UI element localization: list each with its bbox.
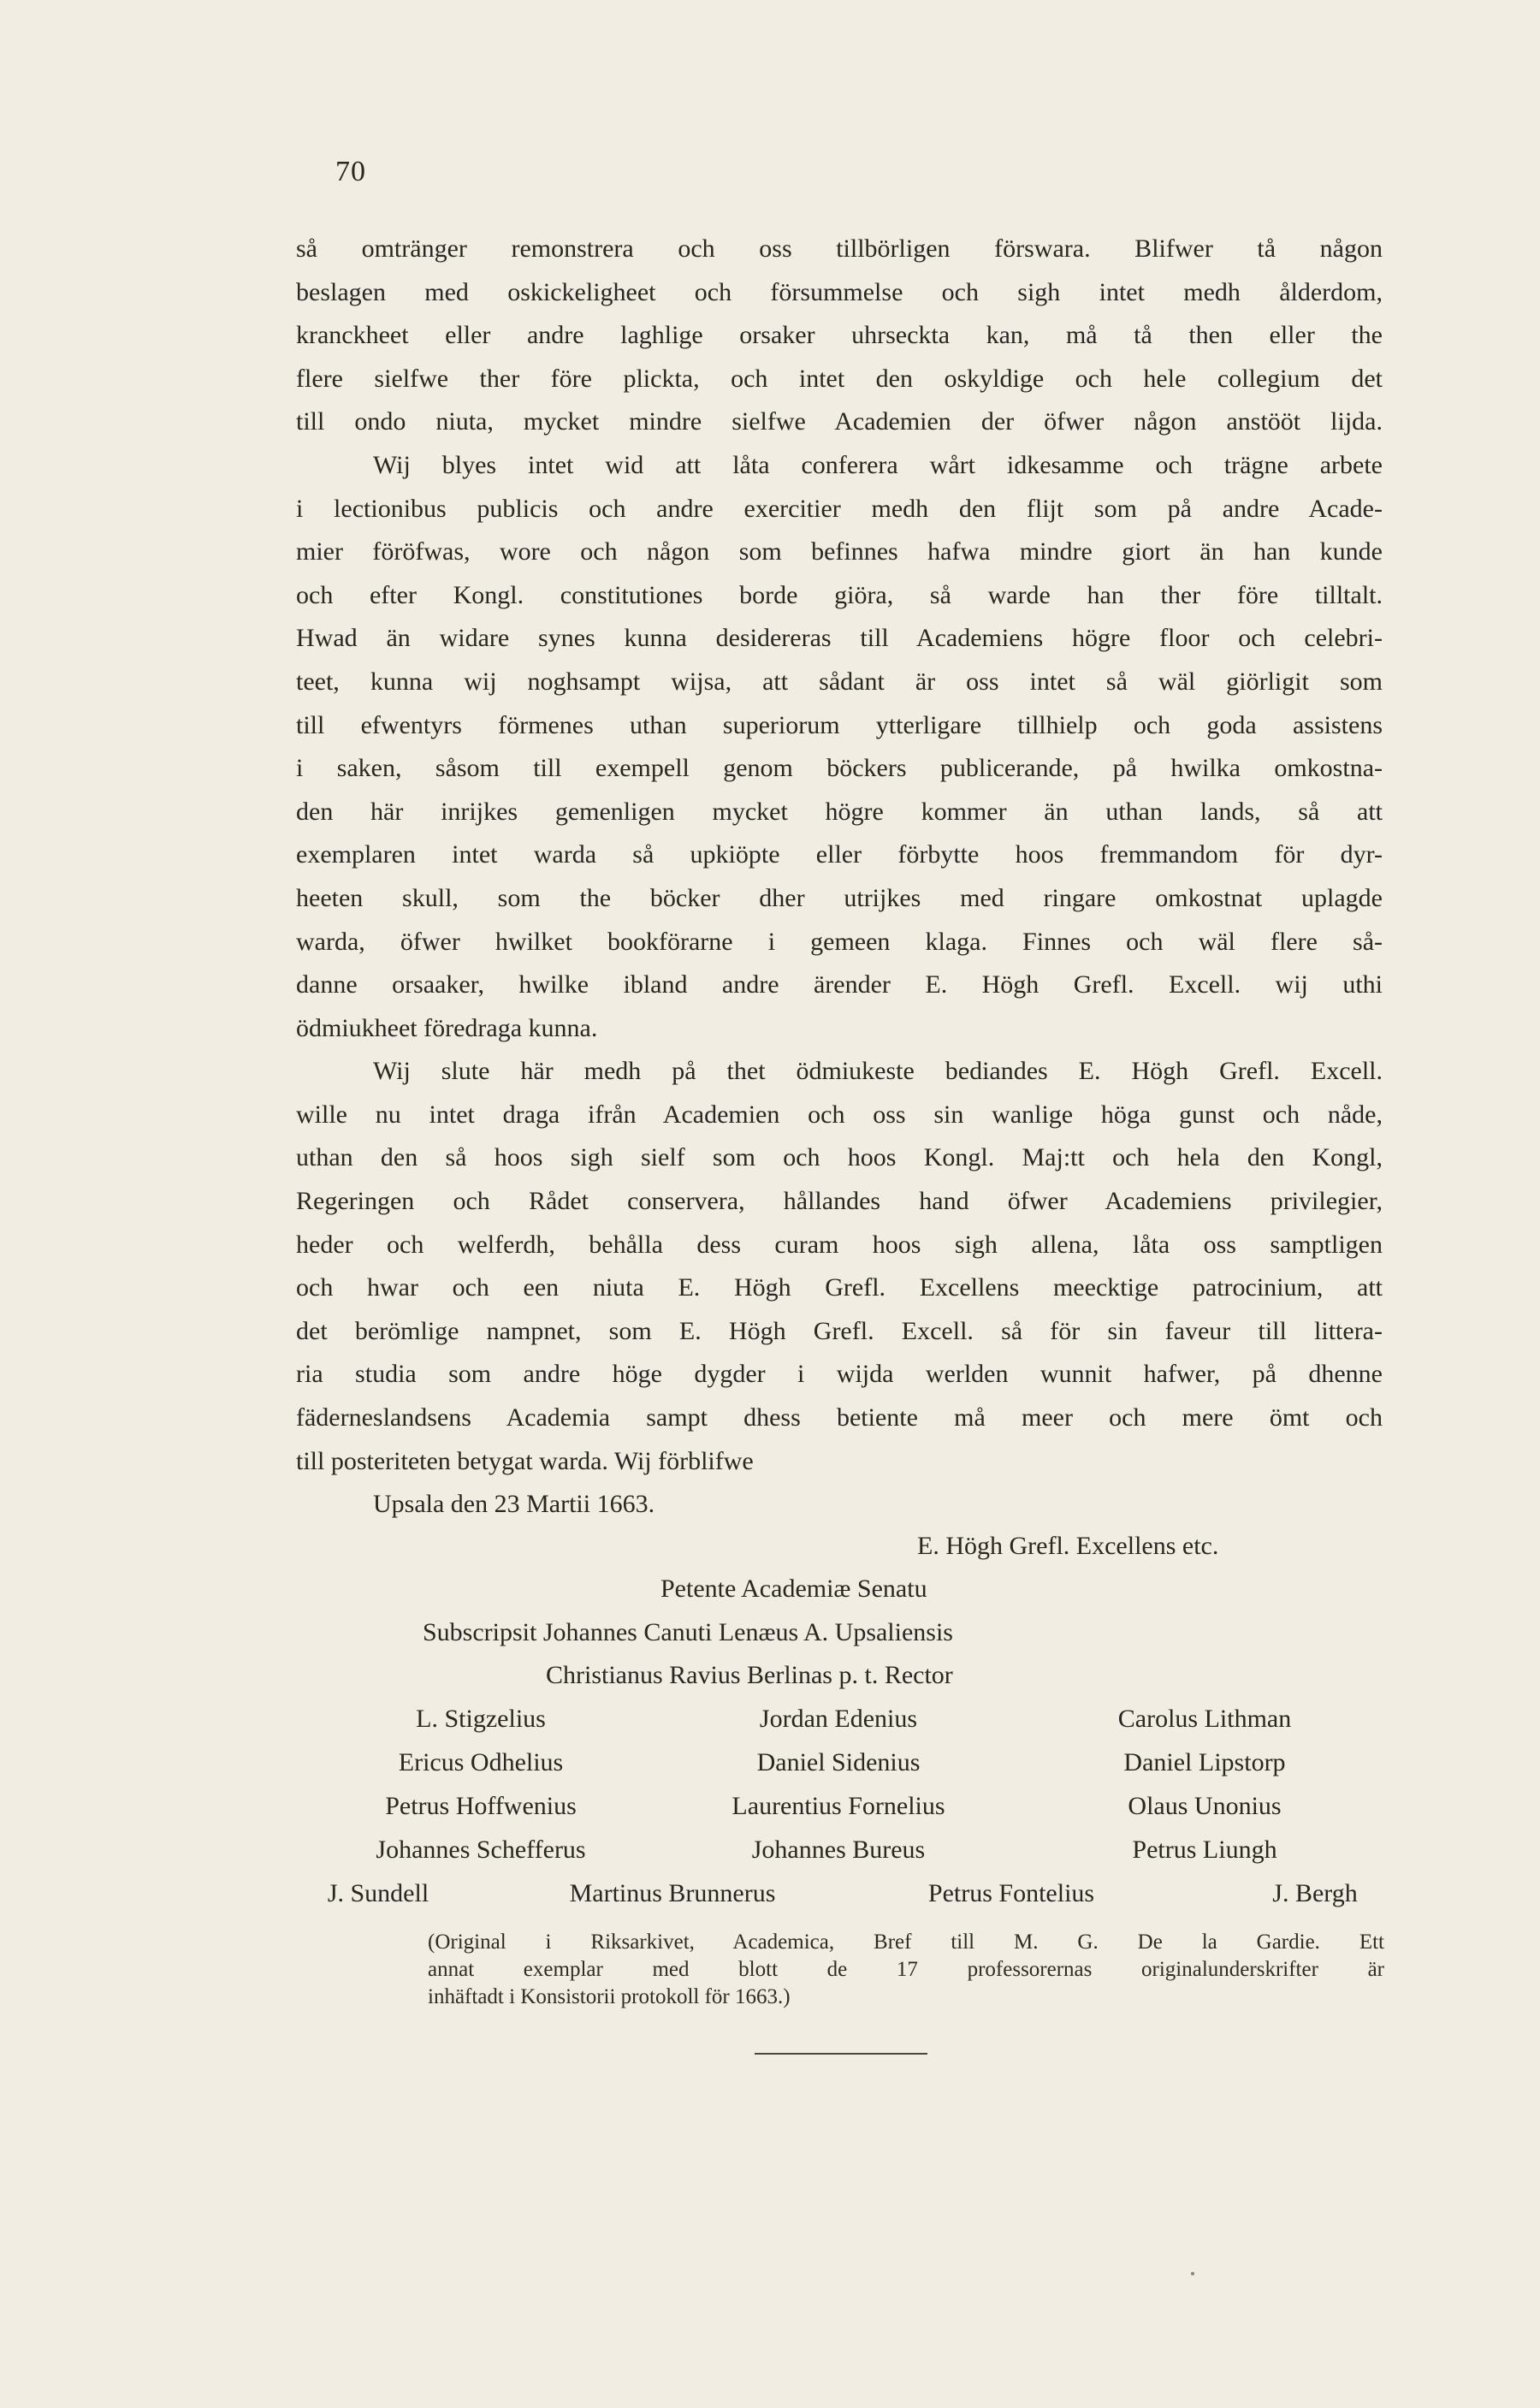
text-line: och hwar och een niuta E. Högh Grefl. Excellens meecktige patrocinium, att bbox=[296, 1273, 1383, 1302]
signatory-name: Daniel Sidenius bbox=[756, 1748, 921, 1776]
paragraph-3 bbox=[296, 1050, 1383, 1483]
subscripsit-line: Subscripsit Johannes Canuti Lenæus A. Upsaliensis bbox=[423, 1618, 953, 1646]
signatory-row bbox=[296, 1789, 1383, 1833]
text-line: i saken, såsom till exempell genom böckers publicerande, på hwilka omkostna- bbox=[296, 754, 1383, 783]
text-line: exemplaren intet warda så upkiöpte eller förbytte hoos fremmandom för dyr- bbox=[296, 840, 1383, 869]
signatory-name: Martinus Brunnerus bbox=[569, 1879, 776, 1907]
text-line: Regeringen och Rådet conservera, hållandes hand öfwer Academiens privilegier, bbox=[296, 1187, 1383, 1216]
footnote-line: inhäftadt i Konsistorii protokoll för 1663.) bbox=[428, 1985, 791, 2008]
signatory-name: Petrus Hoffwenius bbox=[385, 1792, 577, 1820]
text-line: till posteriteten betygat warda. Wij förblifwe bbox=[296, 1446, 754, 1475]
signatory-row bbox=[296, 1833, 1383, 1877]
text-line: till ondo niuta, mycket mindre sielfwe Academien der öfwer någon anstööt lijda. bbox=[296, 407, 1383, 436]
signatory-name: Ericus Odhelius bbox=[398, 1748, 564, 1776]
text-line: den här inrijkes gemenligen mycket högre kommer än uthan lands, så att bbox=[296, 797, 1383, 826]
text-line: mier föröfwas, wore och någon som befinnes hafwa mindre giort än han kunde bbox=[296, 537, 1383, 566]
text-line: heeten skull, som the böcker dher utrijkes med ringare omkostnat uplagde bbox=[296, 883, 1383, 912]
paper-speck bbox=[1191, 2272, 1194, 2275]
text-line: fäderneslandsens Academia sampt dhess betiente må meer och mere ömt och bbox=[296, 1403, 1383, 1432]
signatory-name: Olaus Unonius bbox=[1128, 1792, 1282, 1820]
paragraph-1 bbox=[296, 228, 1383, 444]
text-line: Wij slute här medh på thet ödmiukeste bediandes E. Högh Grefl. Excell. bbox=[373, 1057, 1383, 1086]
text-line: ödmiukheet föredraga kunna. bbox=[296, 1013, 598, 1042]
text-line: uthan den så hoos sigh sielf som och hoos Kongl. Maj:tt och hela den Kongl, bbox=[296, 1143, 1383, 1172]
text-line: och efter Kongl. constitutiones borde giöra, så warde han ther före tilltalt. bbox=[296, 580, 1383, 609]
text-line: i lectionibus publicis och andre exercitier medh den flijt som på andre Acade- bbox=[296, 494, 1383, 523]
letter-body bbox=[296, 228, 1383, 1530]
archival-footnote bbox=[428, 1929, 1384, 2011]
signatory-name: Carolus Lithman bbox=[1117, 1705, 1292, 1733]
signatory-name: Daniel Lipstorp bbox=[1123, 1748, 1286, 1776]
end-rule bbox=[755, 2053, 927, 2055]
page-number: 70 bbox=[335, 156, 366, 187]
signatory-name: Johannes Schefferus bbox=[376, 1836, 586, 1864]
text-line: kranckheet eller andre laghlige orsaker uhrseckta kan, må tå then eller the bbox=[296, 321, 1383, 350]
signatory-row bbox=[296, 1702, 1383, 1746]
signatory-name: Petrus Fontelius bbox=[927, 1879, 1095, 1907]
petente-line: Petente Academiæ Senatu bbox=[660, 1575, 927, 1603]
footnote-line: annat exemplar med blott de 17 professorernas originalunderskrifter är bbox=[428, 1958, 1384, 1981]
text-line: teet, kunna wij noghsampt wijsa, att sådant är oss intet så wäl giörligit som bbox=[296, 667, 1383, 696]
salutation: E. Högh Grefl. Excellens etc. bbox=[917, 1532, 1219, 1560]
signatory-name: Jordan Edenius bbox=[759, 1705, 918, 1733]
text-line: wille nu intet draga ifrån Academien och oss sin wanlige höga gunst och nåde, bbox=[296, 1100, 1383, 1129]
text-line: beslagen med oskickeligheet och försummelse och sigh intet medh ålderdom, bbox=[296, 277, 1383, 306]
signatory-row bbox=[296, 1746, 1383, 1789]
signatory-row bbox=[296, 1877, 1383, 1920]
signatory-name: Laurentius Fornelius bbox=[732, 1792, 945, 1820]
text-line: flere sielfwe ther före plickta, och intet den oskyldige och hele collegium det bbox=[296, 364, 1383, 393]
text-line: Hwad än widare synes kunna desidereras till Academiens högre floor och celebri- bbox=[296, 624, 1383, 653]
text-line: det berömlige nampnet, som E. Högh Grefl. Excell. så för sin faveur till littera- bbox=[296, 1316, 1383, 1345]
text-line: Wij blyes intet wid att låta conferera wårt idkesamme och trägne arbete bbox=[373, 450, 1383, 479]
text-line: danne orsaaker, hwilke ibland andre ärender E. Högh Grefl. Excell. wij uthi bbox=[296, 970, 1383, 999]
text-line: ria studia som andre höge dygder i wijda werlden wunnit hafwer, på dhenne bbox=[296, 1360, 1383, 1389]
signatory-name: Johannes Bureus bbox=[751, 1836, 926, 1864]
signatory-name: L. Stigzelius bbox=[416, 1705, 546, 1733]
footnote-line: (Original i Riksarkivet, Academica, Bref till M. G. De la Gardie. Ett bbox=[428, 1931, 1384, 1954]
signatories bbox=[296, 1702, 1383, 1920]
dateline: Upsala den 23 Martii 1663. bbox=[373, 1490, 655, 1519]
text-line: till efwentyrs förmenes uthan superiorum ytterligare tillhielp och goda assistens bbox=[296, 710, 1383, 739]
signatory-name: J. Sundell bbox=[327, 1879, 429, 1907]
paragraph-2 bbox=[296, 444, 1383, 1050]
rector-line: Christianus Ravius Berlinas p. t. Rector bbox=[546, 1661, 953, 1689]
text-line: warda, öfwer hwilket bookförarne i gemeen klaga. Finnes och wäl flere så- bbox=[296, 927, 1383, 956]
signatory-name: Petrus Liungh bbox=[1132, 1836, 1277, 1864]
signatory-name: J. Bergh bbox=[1272, 1879, 1358, 1907]
text-line: heder och welferdh, behålla dess curam hoos sigh allena, låta oss samptligen bbox=[296, 1230, 1383, 1259]
text-line: så omtränger remonstrera och oss tillbörligen förswara. Blifwer tå någon bbox=[296, 234, 1383, 263]
